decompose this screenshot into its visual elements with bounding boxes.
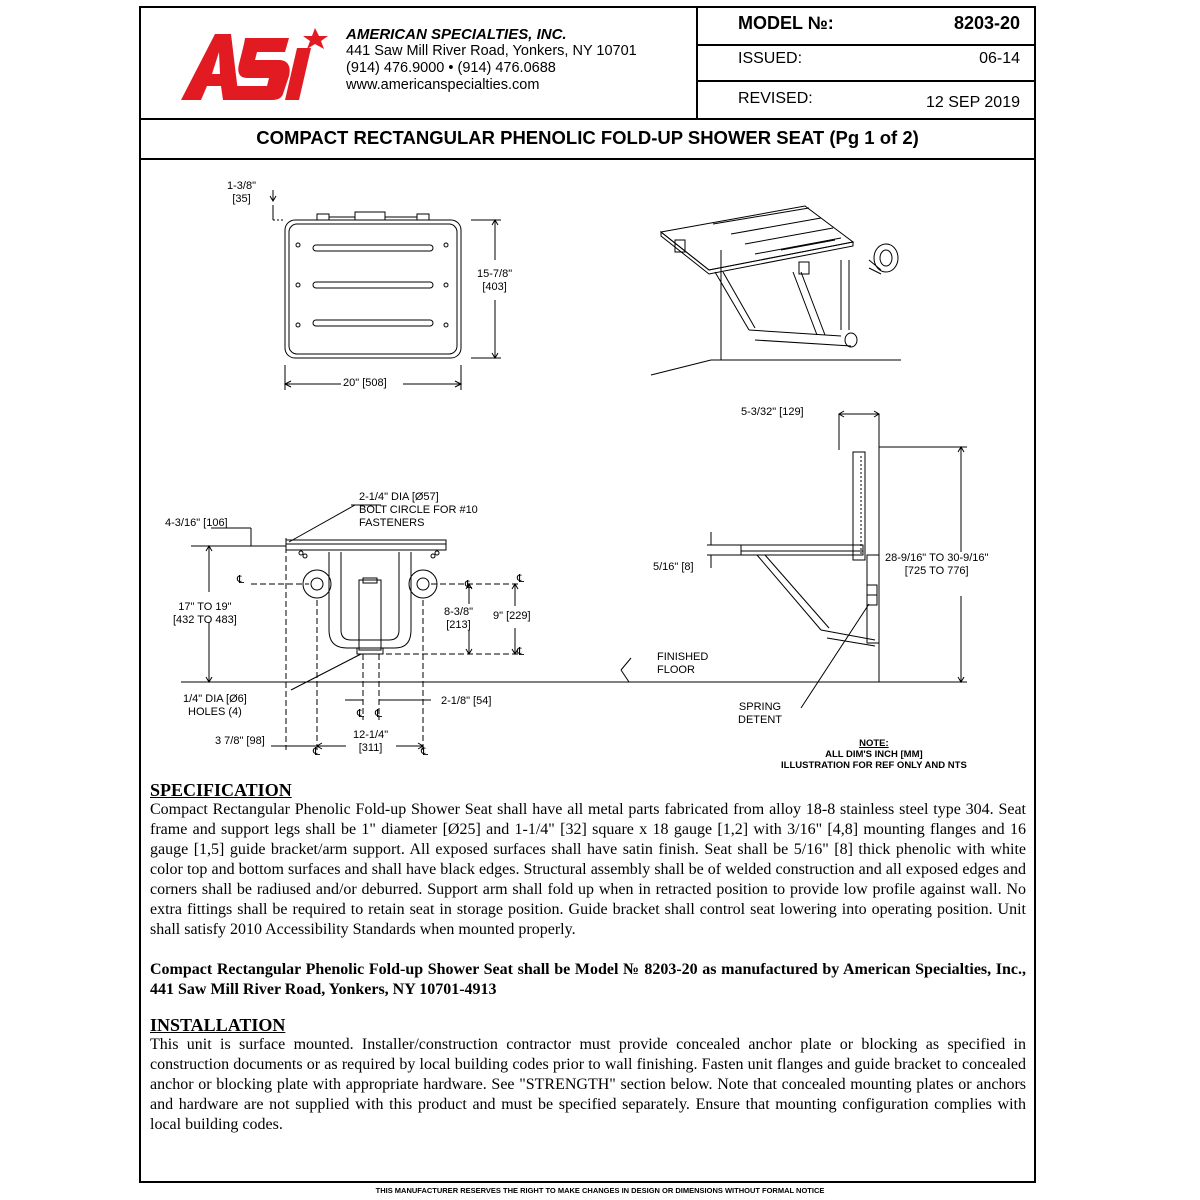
- specification-paragraph: Compact Rectangular Phenolic Fold-up Shower Seat shall have all metal parts fabricated from alloy 18-8 stainless steel type 304. Seat frame and support legs shall be 1" diameter [Ø25] and 1-1/4" [32] square x 18 gauge [1,2] with 3/16" [4,8] mounting flanges and 16 gauge [1,5] guide bracket/arm support. All exposed surfaces shall have satin finish. Seat shall be 5/16" [8] thick phenolic with white color top and bottom surfaces and shall have black edges. Structural assembly shall be of welded construction and all exposed edges and corners shall be radiused and/or deburred. Support arm shall fold up when in retracted position to provide low profile against wall. No extra fittings shall be required to retain seat in storage position. Guide bracket shall control seat lowering into operating position. Unit shall satisfy 2010 Accessibility Standards when mounted properly.: [150, 801, 1026, 938]
- centerline-symbol: ℄: [465, 579, 473, 591]
- issued-value: 06-14: [979, 50, 1020, 67]
- dim-bracket-height: 8-3/8" [213]: [444, 606, 473, 631]
- installation-paragraph: This unit is surface mounted. Installer/construction contractor must provide concealed anchor plate or blocking as specified in construction documents or as required by local building codes prior to wall finishing. Fasten unit flanges and guide bracket to concealed anchor or blocking plate with appropriate hardware. See "STRENGTH" section below. Note that concealed mounting plates or anchors and hardware are not supplied with this product and must be specified separately. Ensure that mounting configuration complies with local building codes.: [150, 1036, 1026, 1133]
- footer-disclaimer: THIS MANUFACTURER RESERVES THE RIGHT TO MAKE CHANGES IN DESIGN OR DIMENSIONS WITHOUT FORMAL NOTICE: [375, 1186, 825, 1195]
- body-text: [150, 780, 1026, 1135]
- centerline-symbol: ℄: [375, 708, 383, 720]
- centerline-symbol: ℄: [237, 574, 245, 586]
- revised-value: 12 SEP 2019: [925, 94, 1020, 111]
- dim-seat-thickness: 5/16" [8]: [653, 561, 694, 573]
- centerline-symbol: ℄: [421, 746, 429, 758]
- dim-side-depth: 5-3/32" [129]: [741, 406, 804, 418]
- company-address: 441 Saw Mill River Road, Yonkers, NY 10701: [346, 43, 637, 59]
- technical-drawing: [141, 160, 1034, 775]
- model-statement: Compact Rectangular Phenolic Fold-up Shower Seat shall be Model № 8203-20 as manufactured by American Specialties, Inc., 441 Saw Mill River Road, Yonkers, NY 10701-4913: [150, 961, 1026, 998]
- centerline-symbol: ℄: [517, 573, 525, 585]
- company-website[interactable]: www.americanspecialties.com: [346, 77, 540, 93]
- dim-overall-height: 28-9/16" TO 30-9/16" [725 TO 776]: [885, 552, 989, 577]
- model-row: [698, 8, 1036, 46]
- centerline-symbol: ℄: [313, 746, 321, 758]
- dim-bracket-total: 9" [229]: [493, 610, 531, 622]
- revised-row: [698, 82, 1036, 118]
- dim-front-offset: 4-3/16" [106]: [165, 517, 228, 529]
- drawing-svg: [141, 160, 1034, 775]
- centerline-symbol: ℄: [517, 646, 525, 658]
- company-phone: (914) 476.9000 • (914) 476.0688: [346, 60, 556, 76]
- installation-heading: INSTALLATION: [150, 1015, 286, 1035]
- dim-flange-spacing: 12-1/4" [311]: [353, 729, 389, 754]
- dim-flange-offset: 3 7/8" [98]: [215, 735, 265, 747]
- label-spring-detent: SPRING DETENT: [738, 701, 782, 726]
- top-view-drawing: [270, 190, 501, 390]
- asi-logo: [179, 24, 329, 104]
- header: [141, 8, 1034, 120]
- spec-sheet: [139, 6, 1036, 1183]
- model-info-box: [696, 8, 1036, 118]
- dim-width: 20" [508]: [343, 377, 387, 389]
- issued-row: [698, 44, 1036, 82]
- dim-holes: 1/4" DIA [Ø6] HOLES (4): [183, 693, 247, 718]
- company-name: AMERICAN SPECIALTIES, INC.: [346, 26, 567, 43]
- page-title: COMPACT RECTANGULAR PHENOLIC FOLD-UP SHOWER SEAT (Pg 1 of 2): [141, 118, 1034, 160]
- model-label: MODEL №:: [738, 13, 834, 33]
- drawing-note: NOTE: ALL DIM'S INCH [MM] ILLUSTRATION FOR REF ONLY AND NTS: [781, 738, 967, 771]
- dim-guide-offset: 2-1/8" [54]: [441, 695, 492, 707]
- label-finished-floor: FINISHED FLOOR: [657, 651, 709, 676]
- dim-bolt-circle: 2-1/4" DIA [Ø57] BOLT CIRCLE FOR #10 FASTENERS: [359, 491, 478, 529]
- centerline-symbol: ℄: [357, 708, 365, 720]
- model-value: 8203-20: [953, 13, 1020, 33]
- dim-depth: 15-7/8" [403]: [477, 268, 513, 293]
- dim-top-offset: 1-3/8" [35]: [227, 180, 256, 205]
- issued-label: ISSUED:: [738, 50, 803, 67]
- company-info: [346, 26, 637, 94]
- dim-height: 17" TO 19" [432 TO 483]: [173, 601, 237, 626]
- isometric-view-drawing: [651, 206, 901, 375]
- revised-label: REVISED:: [738, 90, 813, 107]
- specification-heading: SPECIFICATION: [150, 780, 292, 800]
